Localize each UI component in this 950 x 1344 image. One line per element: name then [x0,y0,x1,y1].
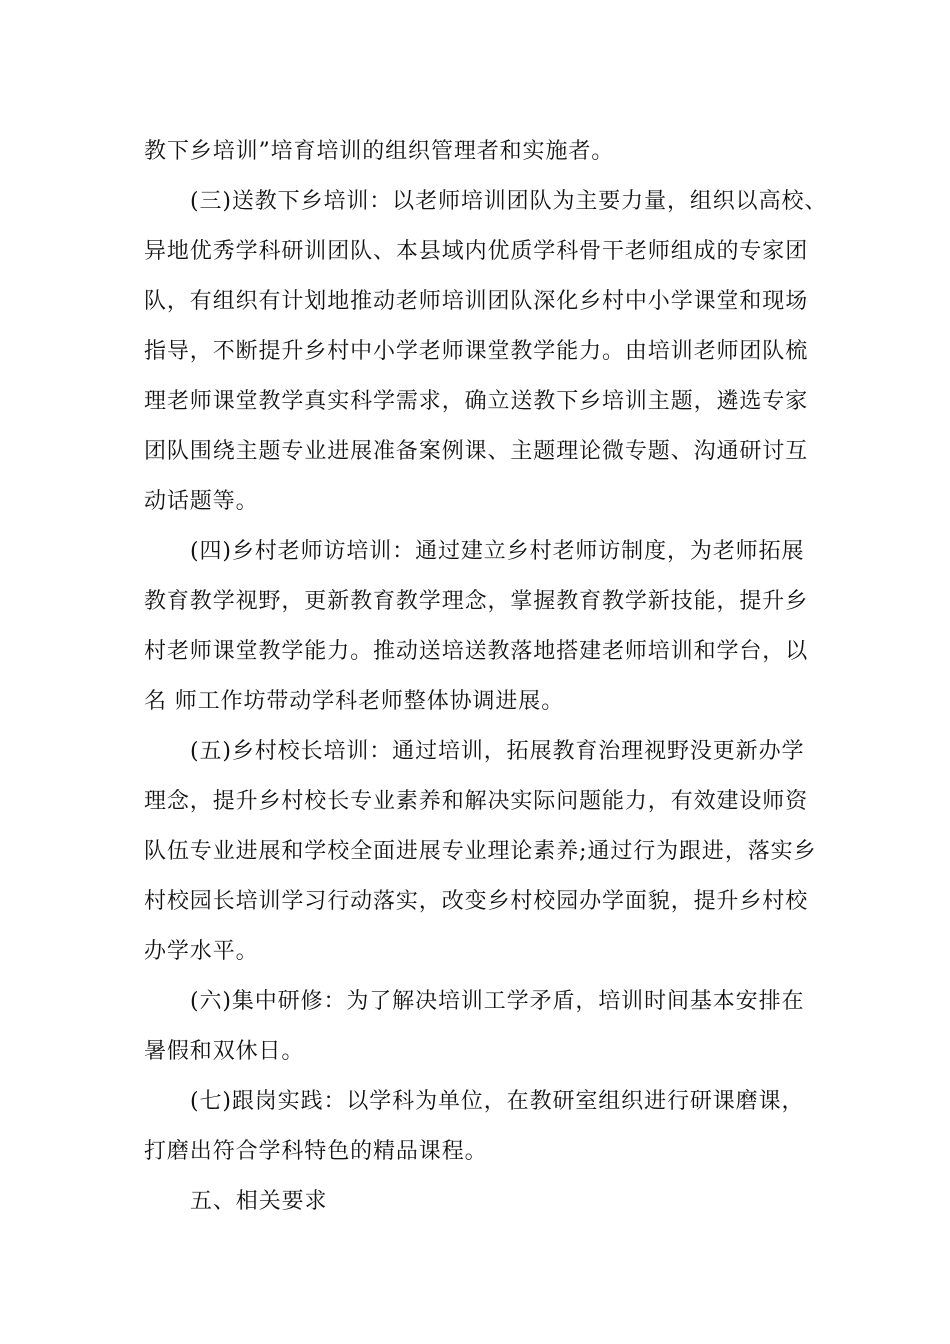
text-line: (五)乡村校长培训：通过培训，拓展教育治理视野没更新办学 [190,739,805,764]
text-line: 理老师课堂教学真实科学需求，确立送教下乡培训主题，遴选专家 [144,389,809,414]
text-line: 名 师工作坊带动学科老师整体协调进展。 [144,689,565,714]
text-line: 异地优秀学科研训团队、本县域内优质学科骨干老师组成的专家团 [144,239,809,264]
text-line: 打磨出符合学科特色的精品课程。 [144,1139,488,1164]
text-line: 队，有组织有计划地推动老师培训团队深化乡村中小学课堂和现场 [144,289,809,314]
paragraph-xiao-zhang-pei-xun [144,727,820,977]
text-line: 教育教学视野，更新教育教学理念，掌握教育教学新技能，提升乡 [144,589,809,614]
section-heading [144,1177,820,1227]
text-line: 暑假和双休日。 [144,1039,305,1064]
text-line: 村校园长培训学习行动落实，改变乡村校园办学面貌，提升乡村校 [144,889,809,914]
text-line: (四)乡村老师访培训：通过建立乡村老师访制度，为老师拓展 [190,539,805,564]
text-line: 队伍专业进展和学校全面进展专业理论素养;通过行为跟进，落实乡 [144,839,817,864]
text-line: (七)跟岗实践：以学科为单位，在教研室组织进行研课磨课， [190,1089,805,1114]
text-line: 理念，提升乡村校长专业素养和解决实际问题能力，有效建设师资 [144,789,809,814]
paragraph-xiang-cun-fang-pei [144,527,820,727]
paragraph-song-jiao-xia-xiang [144,177,828,527]
paragraph-continuation [144,127,820,177]
document-body [144,127,828,1227]
text-line: 教下乡培训”培育培训的组织管理者和实施者。 [144,139,615,164]
text-line: (三)送教下乡培训：以老师培训团队为主要力量，组织以高校、 [190,189,828,214]
text-line: (六)集中研修：为了解决培训工学矛盾，培训时间基本安排在 [190,989,805,1014]
paragraph-gen-gang-shi-jian [144,1077,820,1177]
text-line: 指导，不断提升乡村中小学老师课堂教学能力。由培训老师团队梳 [144,339,809,364]
text-line: 动话题等。 [144,489,259,514]
text-line: 团队围绕主题专业进展准备案例课、主题理论微专题、沟通研讨互 [144,439,809,464]
section-heading-text: 五、相关要求 [190,1189,328,1214]
text-line: 办学水平。 [144,939,259,964]
text-line: 村老师课堂教学能力。推动送培送教落地搭建老师培训和学台，以 [144,639,809,664]
paragraph-ji-zhong-yan-xiu [144,977,820,1077]
